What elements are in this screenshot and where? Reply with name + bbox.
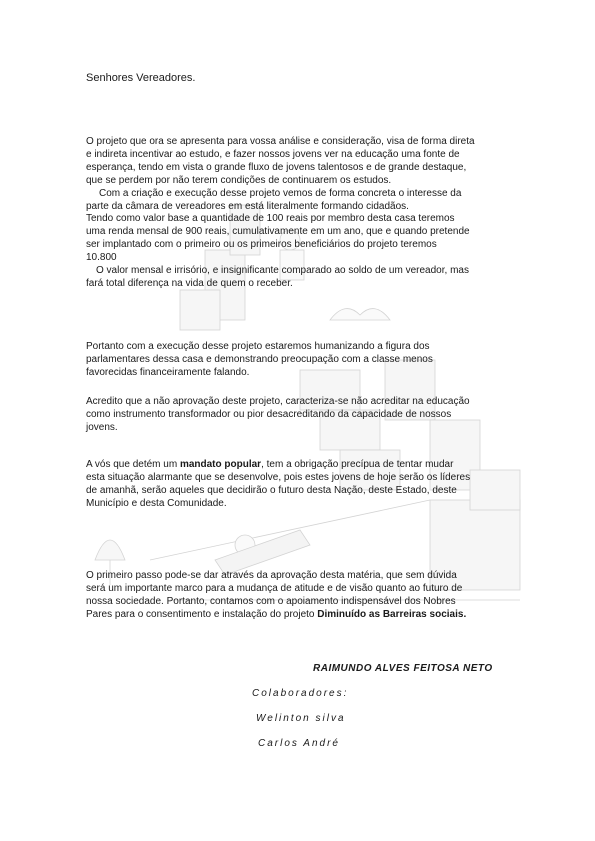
text-line: uma renda mensal de 900 reais, cumulativamente em um ano, que e quando pretende xyxy=(86,226,470,238)
text-line: Portanto com a execução desse projeto estaremos humanizando a figura dos xyxy=(86,341,430,352)
text-line: como instrumento transformador ou pior desacreditando da capacidade de nossos xyxy=(86,408,452,420)
text-line: parlamentares dessa casa e demonstrando preocupação com a classe menos xyxy=(86,353,433,365)
collaborators-label: Colaboradores: xyxy=(252,688,349,699)
paragraph-belief xyxy=(86,396,511,435)
signature-name: RAIMUNDO ALVES FEITOSA NETO xyxy=(313,663,493,674)
text-segment: , tem a obrigação precípua de tentar mudar xyxy=(261,459,454,470)
paragraph-intro xyxy=(86,136,511,291)
text-line: e indireta incentivar ao estudo, e fazer nossos jovens ver na educação uma fonte de xyxy=(86,148,460,160)
text-line: parte da câmara de vereadores em está literalmente formando cidadãos. xyxy=(86,200,409,212)
text-line: O valor mensal e irrisório, e insignificante comparado ao soldo de um vereador, mas xyxy=(96,265,469,277)
text-line xyxy=(86,609,511,622)
text-line: será um importante marco para a mudança de atitude e de visão quanto ao futuro de xyxy=(86,582,463,594)
collaborator-name: Carlos André xyxy=(258,738,340,749)
text-line: 10.800 xyxy=(86,252,117,264)
bold-phrase-mandato-popular: mandato popular xyxy=(179,459,262,470)
text-line: Tendo como valor base a quantidade de 100 reais por membro desta casa teremos xyxy=(86,213,455,225)
collaborator-name: Welinton silva xyxy=(256,713,346,724)
paragraph-mandate xyxy=(86,459,511,511)
text-line: fará total diferença na vida de quem o receber. xyxy=(86,277,293,289)
text-line: jovens. xyxy=(86,421,118,433)
text-line: nossa sociedade. Portanto, contamos com o apoiamento indispensável dos Nobres xyxy=(86,595,456,607)
bold-project-name: Diminuído as Barreiras sociais. xyxy=(317,608,467,620)
text-line: ser implantado com o primeiro ou os primeiros beneficiários do projeto teremos xyxy=(86,239,437,251)
text-segment: Pares para o consentimento e instalação do projeto xyxy=(86,608,318,620)
text-line: Acredito que a não aprovação deste projeto, caracteriza-se não acreditar na educação xyxy=(86,396,470,407)
text-line: esta situação alarmante que se desenvolve, pois estes jovens de hoje serão os líderes xyxy=(86,471,471,483)
text-line: favorecidas financeiramente falando. xyxy=(86,366,250,378)
paragraph-humanizing xyxy=(86,341,511,380)
salutation: Senhores Vereadores. xyxy=(86,72,196,84)
text-line: O projeto que ora se apresenta para vossa análise e consideração, visa de forma direta xyxy=(86,136,475,147)
text-line: que se perdem por não terem condições de continuarem os estudos. xyxy=(86,174,392,186)
text-line xyxy=(86,459,511,472)
text-line: de amanhã, serão aqueles que decidirão o futuro desta Nação, deste Estado, deste xyxy=(86,484,457,496)
paragraph-first-step xyxy=(86,570,511,622)
text-line: Com a criação e execução desse projeto vemos de forma concreta o interesse da xyxy=(99,187,462,199)
text-line: Município e desta Comunidade. xyxy=(86,497,227,509)
text-line: esperança, tendo em vista o grande fluxo de jovens talentosos e de grande destaque, xyxy=(86,161,467,173)
text-line: O primeiro passo pode-se dar através da aprovação desta matéria, que sem dúvida xyxy=(86,570,457,581)
text-segment: A vós que detém um xyxy=(86,459,180,470)
